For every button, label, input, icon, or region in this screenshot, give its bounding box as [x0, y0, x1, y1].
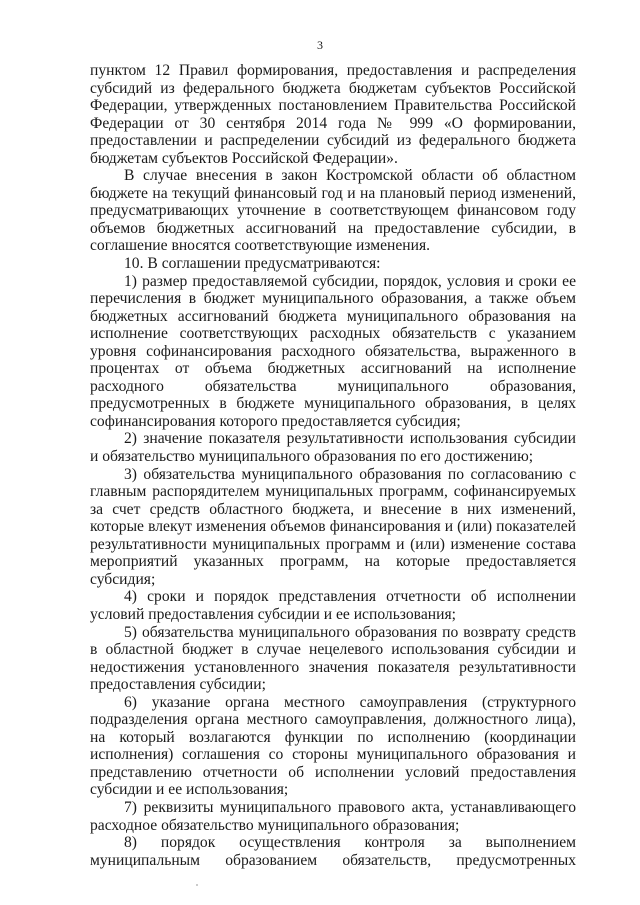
list-item-2: 2) значение показателя результативности использования субсидии и обязательство муниципального образования по его достижению; — [90, 430, 576, 466]
list-item-8: 8) порядок осуществления контроля за выполнением муниципальным образованием обязательств, предусмотренных — [90, 834, 576, 869]
list-item-3: 3) обязательства муниципального образования по согласованию с главным распорядителем муниципальных программ, софинансируемых за счет средств областного бюджета, и внесение в них изменений, которые влекут изменения объемов финансирования и (или) показателей результативности муниципальных программ и (или) изменение состава мероприятий указанных программ, на которые предоставляется субсидия; — [90, 465, 576, 588]
list-item-5: 5) обязательства муниципального образования по возврату средств в областной бюджет в случае нецелевого использования субсидии и недостижения установленного значения показателя результативности предоставления субсидии; — [90, 623, 576, 694]
page-number: 3 — [317, 38, 323, 52]
paragraph-budget-changes: В случае внесения в закон Костромской области об областном бюджете на текущий финансовый год и на плановый период изменений, предусматривающих уточнение в соответствующем финансовом году объемов бюджетных ассигнований на предоставление субсидии, в соглашение вносятся соответствующие изменения. — [90, 167, 576, 255]
scan-speck — [196, 884, 198, 886]
list-item-1: 1) размер предоставляемой субсидии, порядок, условия и сроки ее перечисления в бюджет муниципального образования, а также объем бюджетных ассигнований бюджета муниципального образования на исполнение соответствующих расходных обязательств с указанием уровня софинансирования расходного обязательства, выраженного в процентах от объема бюджетных ассигнований на исполнение расходного обязательства муниципального образования, предусмотренных в бюджете муниципального образования, в целях софинансирования которого предоставляется субсидия; — [90, 272, 576, 430]
paragraph-item-10-heading: 10. В соглашении предусматриваются: — [124, 255, 381, 273]
list-item-6: 6) указание органа местного самоуправления (структурного подразделения органа местного самоуправления, должностного лица), на который возлагаются функции по исполнению (координации исполнения) соглашения со стороны муниципального образования и представлению отчетности об исполнении условий предоставления субсидии и ее использования; — [90, 693, 576, 799]
document-body — [90, 62, 576, 869]
list-item-7: 7) реквизиты муниципального правового акта, устанавливающего расходное обязательство муниципального образования; — [90, 798, 576, 834]
paragraph-continuation: пунктом 12 Правил формирования, предоставления и распределения субсидий из федерального бюджета бюджетам субъектов Российской Федерации, утвержденных постановлением Правительства Российской Федерации от 30 сентября 2014 года № 999 «О формировании, предоставлении и распределении субсидий из федерального бюджета бюджетам субъектов Российской Федерации». — [90, 62, 576, 167]
list-item-4: 4) сроки и порядок представления отчетности об исполнении условий предоставления субсидии и ее использования; — [90, 588, 576, 623]
